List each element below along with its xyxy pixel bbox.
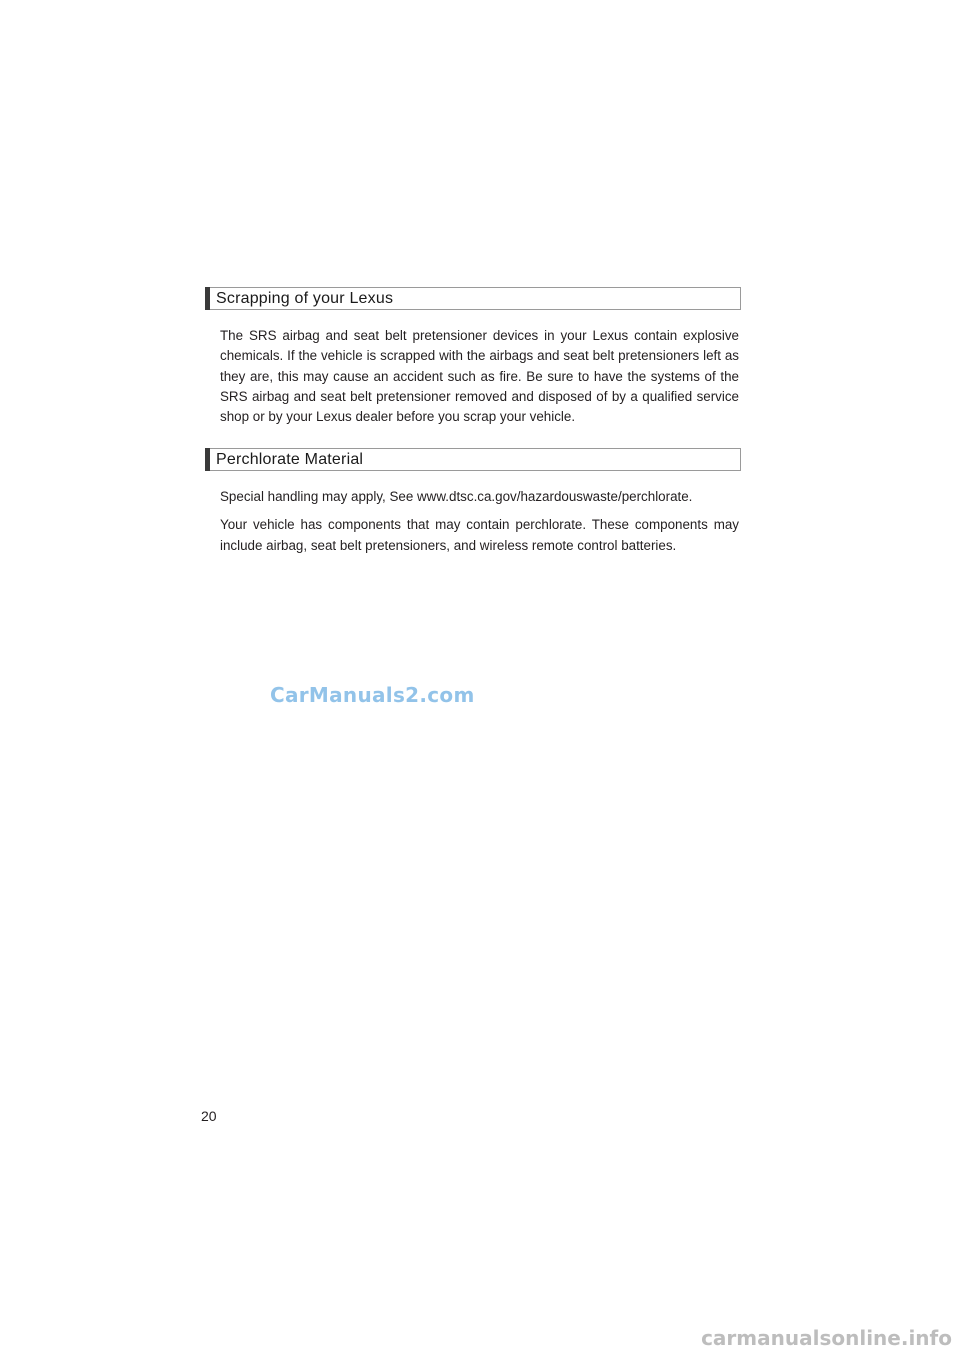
- section-scrapping: [205, 287, 741, 427]
- section-header: [205, 287, 741, 310]
- section-perchlorate: [205, 448, 741, 556]
- watermark-logo: CarManuals2.com: [270, 683, 475, 707]
- footer-watermark: carmanualsonline.info: [701, 1326, 952, 1350]
- header-accent-bar: [205, 448, 210, 471]
- body-paragraph: The SRS airbag and seat belt pretensioner devices in your Lexus contain explosive chemicals. If the vehicle is scrapped with the airbags and seat belt pretensioners left as they are, this may cause an accident such as fire. Be sure to have the systems of the SRS airbag and seat belt pretensioner removed and disposed of by a qualified service shop or by your Lexus dealer before you scrap your vehicle.: [220, 328, 739, 425]
- header-accent-bar: [205, 287, 210, 310]
- body-paragraph: Special handling may apply, See www.dtsc.ca.gov/hazardouswaste/perchlorate.: [220, 489, 693, 504]
- section-title: Perchlorate Material: [216, 451, 364, 468]
- section-title: Scrapping of your Lexus: [216, 290, 394, 307]
- section-header: [205, 448, 741, 471]
- body-paragraph: Your vehicle has components that may contain perchlorate. These components may include airbag, seat belt pretensioners, and wireless remote control batteries.: [220, 517, 739, 553]
- page-number: 20: [201, 1108, 217, 1124]
